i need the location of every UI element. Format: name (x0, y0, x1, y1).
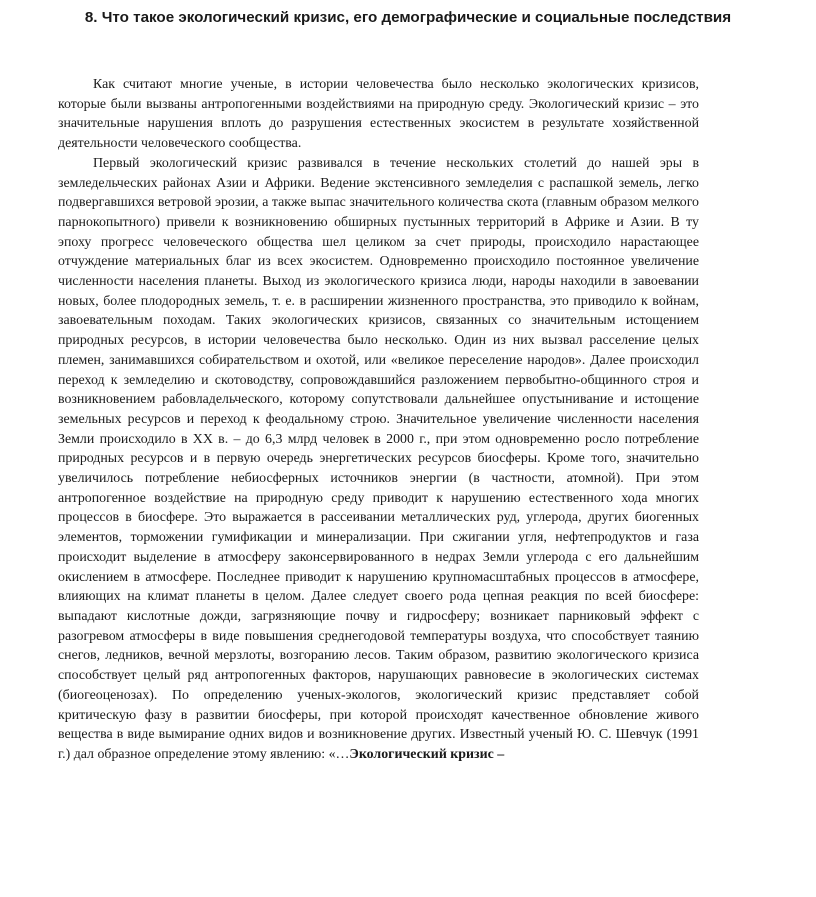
document-heading: 8. Что такое экологический кризис, его демографические и социальные последствия (84, 9, 732, 26)
paragraph-1 (58, 75, 699, 154)
paragraph-2-text: Первый экологический кризис развивался в течение нескольких столетий до нашей эры в земледельческих районах Азии и Африки. Ведение экстенсивного земледелия с распашкой земель, легко подвергавшихся ветровой эрозии, а также выпас значительного количества скота (главным образом мелкого парнокопытного) привели к возникновению обширных пустынных территорий в Африке и Азии. В ту эпоху прогресс человеческого общества шел целиком за счет природы, происходило нарастающее отчуждение материальных благ из всех экосистем. Одновременно происходило постоянное увеличение численности населения планеты. Выход из экологического кризиса люди, народы находили в завоевании новых, более плодородных земель, т. е. в расширении жизненного пространства, это приводило к войнам, завоевательным походам. Таких экологических кризисов, связанных со значительным истощением природных ресурсов, в истории человечества было несколько. Один из них вызвал расселение целых племен, занимавшихся собирательством и охотой, или «великое переселение народов». Далее происходил переход к земледелию и скотоводству, сопровождавшийся разложением первобытно-общинного строя и возникновением рабовладельческого, которому сопутствовали дальнейшее опустынивание и истощение земельных ресурсов и переход к феодальному строю. Значительное увеличение численности населения Земли происходило в XX в. – до 6,3 млрд человек в 2000 г., при этом одновременно росло потребление природных ресурсов и в первую очередь энергетических ресурсов биосферы. Кроме того, значительно увеличилось потребление небиосферных источников энергии (в частности, атомной). При этом антропогенное воздействие на природную среду приводит к нарушению естественного хода многих процессов в биосфере. Это выражается в рассеивании металлических руд, углерода, других биогенных элементов, торможении гумификации и минерализации. При сжигании угля, нефтепродуктов и газа происходит выделение в атмосферу законсервированного в недрах Земли углерода с его дальнейшим окислением в атмосфере. Последнее приводит к нарушению крупномасштабных процессов в атмосфере, влияющих на климат планеты в целом. Далее следует своего рода цепная реакция по всей биосфере: выпадают кислотные дожди, загрязняющие почву и гидросферу; возникает парниковый эффект с разогревом атмосферы в виде повышения среднегодовой температуры воздуха, что способствует таянию снегов, ледников, вечной мерзлоты, возгоранию лесов. Таким образом, развитию экологического кризиса способствует целый ряд антропогенных факторов, нарушающих равновесие в экологических системах (биогеоценозах). По определению ученых-экологов, экологический кризис представляет собой критическую фазу в развитии биосферы, при которой происходят качественное обновление живого вещества в виде вымирание одних видов и возникновение других. Известный ученый Ю. С. Шевчук (1991 г.) дал образное определение этому явлению: «… (58, 155, 699, 762)
paragraph-2 (58, 154, 699, 765)
paragraph-2-bold-tail: Экологический кризис – (349, 746, 505, 762)
document-body (58, 75, 699, 765)
paragraph-1-text: Как считают многие ученые, в истории человечества было несколько экологических кризисов, которые были вызваны антропогенными воздействиями на природную среду. Экологический кризис – это значительные нарушения вплоть до разрушения естественных экосистем в результате хозяйственной деятельности человеческого сообщества. (58, 77, 699, 152)
